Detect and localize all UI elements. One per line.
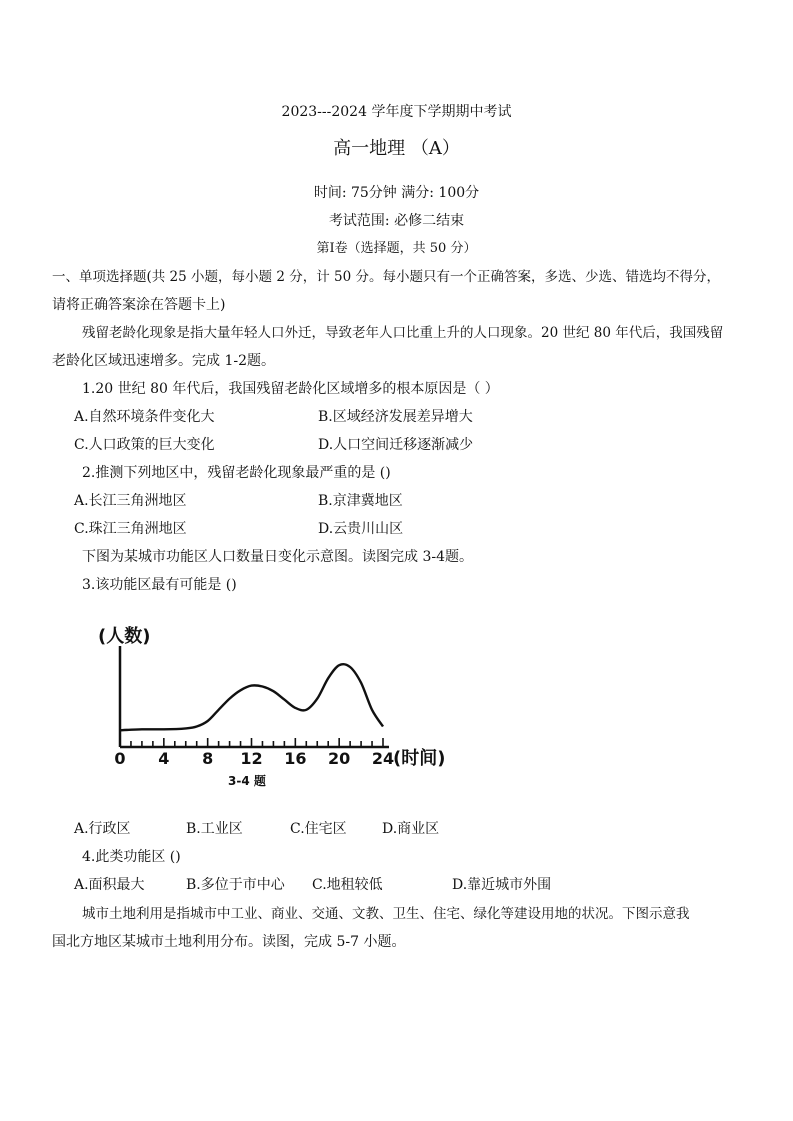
q1-stem: 1.20 世纪 80 年代后，我国残留老龄化区域增多的根本原因是（ ） bbox=[82, 381, 499, 397]
q4-option-a[interactable]: A.面积最大 bbox=[74, 877, 145, 893]
volume-heading: 第Ⅰ卷（选择题，共 50 分） bbox=[316, 241, 477, 256]
q2-stem: 2.推测下列地区中，残留老龄化现象最严重的是 () bbox=[82, 465, 391, 481]
subject-title: 高一地理 （A） bbox=[333, 138, 460, 159]
section-heading-line2: 请将正确答案涂在答题卡上) bbox=[52, 297, 226, 313]
q4-stem: 4.此类功能区 () bbox=[82, 849, 181, 865]
q3-option-a[interactable]: A.行政区 bbox=[74, 821, 131, 837]
x-tick-label: 4 bbox=[158, 749, 170, 768]
exam-scope: 考试范围: 必修二结束 bbox=[328, 213, 465, 229]
x-tick-label: 20 bbox=[328, 749, 351, 768]
x-tick-label: 24 bbox=[371, 749, 395, 768]
passage1-line1: 残留老龄化现象是指大量年轻人口外迁，导致老年人口比重上升的人口现象。20 世纪 80 年代后，我国残留 bbox=[82, 325, 724, 341]
q4-option-b[interactable]: B.多位于市中心 bbox=[186, 877, 285, 893]
q2-option-a[interactable]: A.长江三角洲地区 bbox=[74, 493, 187, 509]
q1-option-c[interactable]: C.人口政策的巨大变化 bbox=[74, 437, 215, 453]
chart-layer bbox=[98, 625, 445, 788]
q4-option-d[interactable]: D.靠近城市外围 bbox=[452, 877, 552, 893]
q3-option-c[interactable]: C.住宅区 bbox=[290, 821, 347, 837]
exam-title: 2023---2024 学年度下学期期中考试 bbox=[281, 104, 512, 120]
q3-stem: 3.该功能区最有可能是 () bbox=[82, 577, 237, 593]
q1-option-d[interactable]: D.人口空间迁移逐渐减少 bbox=[318, 437, 474, 453]
q2-option-c[interactable]: C.珠江三角洲地区 bbox=[74, 521, 187, 537]
population-chart bbox=[96, 620, 466, 790]
passage3-line2: 国北方地区某城市土地利用分布。读图，完成 5-7 小题。 bbox=[52, 934, 406, 950]
q3-option-b[interactable]: B.工业区 bbox=[186, 821, 243, 837]
x-tick-label: 12 bbox=[240, 749, 263, 768]
chart-caption: 3-4 题 bbox=[228, 774, 266, 788]
x-tick-label: 0 bbox=[114, 749, 126, 768]
passage3-line1: 城市土地利用是指城市中工业、商业、交通、文教、卫生、住宅、绿化等建设用地的状况。下图示意我 bbox=[82, 906, 690, 922]
q2-option-b[interactable]: B.京津冀地区 bbox=[318, 493, 403, 509]
time-info: 时间: 75分钟 满分: 100分 bbox=[313, 185, 480, 201]
q1-option-a[interactable]: A.自然环境条件变化大 bbox=[74, 409, 215, 425]
section-heading-line1: 一、单项选择题(共 25 小题，每小题 2 分，计 50 分。每小题只有一个正确答案，多选、少选、错选均不得分， bbox=[52, 269, 720, 285]
x-tick-label: 8 bbox=[202, 749, 214, 768]
x-tick-label: 16 bbox=[284, 749, 307, 768]
q4-option-c[interactable]: C.地租较低 bbox=[312, 877, 383, 893]
y-axis-label: (人数) bbox=[98, 626, 151, 647]
passage2-line1: 下图为某城市功能区人口数量日变化示意图。读图完成 3-4题。 bbox=[82, 549, 473, 565]
q1-option-b[interactable]: B.区域经济发展差异增大 bbox=[318, 409, 473, 425]
series-line bbox=[120, 664, 383, 730]
x-axis-label: (时间) bbox=[393, 748, 446, 769]
q2-option-d[interactable]: D.云贵川山区 bbox=[318, 521, 404, 537]
q3-option-d[interactable]: D.商业区 bbox=[382, 821, 440, 837]
passage1-line2: 老龄化区域迅速增多。完成 1-2题。 bbox=[52, 353, 275, 369]
